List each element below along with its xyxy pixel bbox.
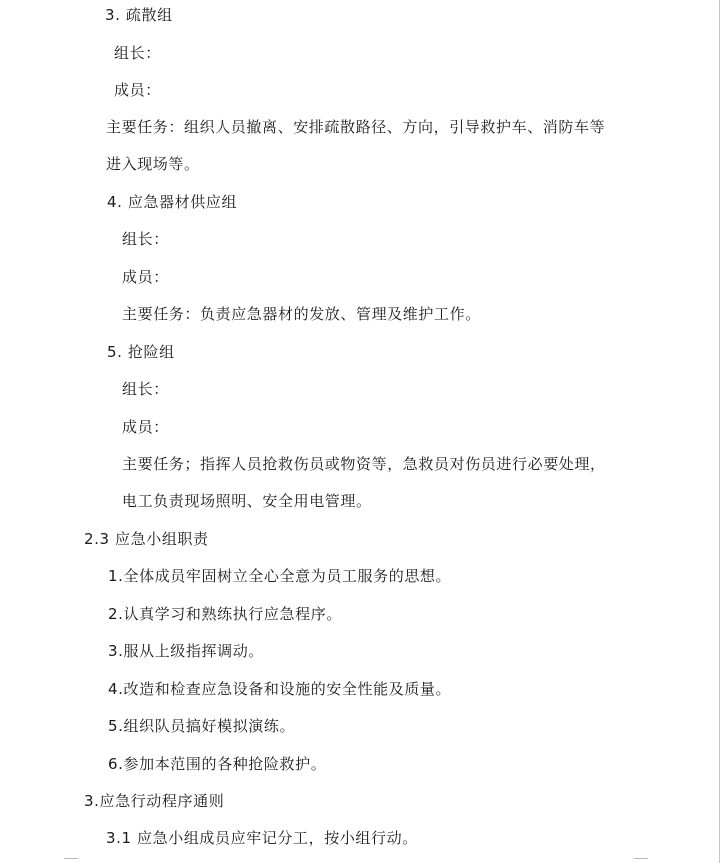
group3-task-line1: 主要任务：组织人员撤离、安排疏散路径、方向，引导救护车、消防车等	[106, 118, 606, 136]
group3-members: 成员：	[114, 81, 161, 99]
group4-heading: 4. 应急器材供应组	[107, 193, 238, 211]
group5-heading: 5. 抢险组	[107, 343, 175, 361]
group5-leader: 组长：	[122, 380, 169, 398]
duty-item-1: 1.全体成员牢固树立全心全意为员工服务的思想。	[108, 567, 452, 585]
duty-item-5: 5.组织队员搞好模拟演练。	[108, 717, 296, 735]
section-2-3-heading: 2.3 应急小组职责	[84, 530, 209, 548]
group4-members: 成员：	[122, 268, 169, 286]
duty-item-3: 3.服从上级指挥调动。	[108, 642, 264, 660]
group5-members: 成员：	[122, 418, 169, 436]
duty-item-4: 4.改造和检查应急设备和设施的安全性能及质量。	[108, 680, 452, 698]
group4-task-line1: 主要任务：负责应急器材的发放、管理及维护工作。	[122, 305, 481, 323]
group3-heading: 3. 疏散组	[105, 6, 173, 24]
group5-task-line2: 电工负责现场照明、安全用电管理。	[122, 492, 372, 510]
duty-item-2: 2.认真学习和熟练执行应急程序。	[108, 605, 342, 623]
group4-leader: 组长：	[122, 230, 169, 248]
page-corner-mark-left	[64, 858, 78, 859]
group5-task-line1: 主要任务；指挥人员抢救伤员或物资等，急救员对伤员进行必要处理，	[122, 455, 606, 473]
group3-leader: 组长：	[114, 44, 161, 62]
item-3-1: 3.1 应急小组成员应牢记分工，按小组行动。	[106, 829, 418, 847]
section-3-heading: 3.应急行动程序通则	[84, 792, 225, 810]
duty-item-6: 6.参加本范围的各种抢险救护。	[108, 755, 327, 773]
group3-task-line2: 进入现场等。	[106, 155, 200, 173]
page-corner-mark-right	[634, 858, 648, 859]
